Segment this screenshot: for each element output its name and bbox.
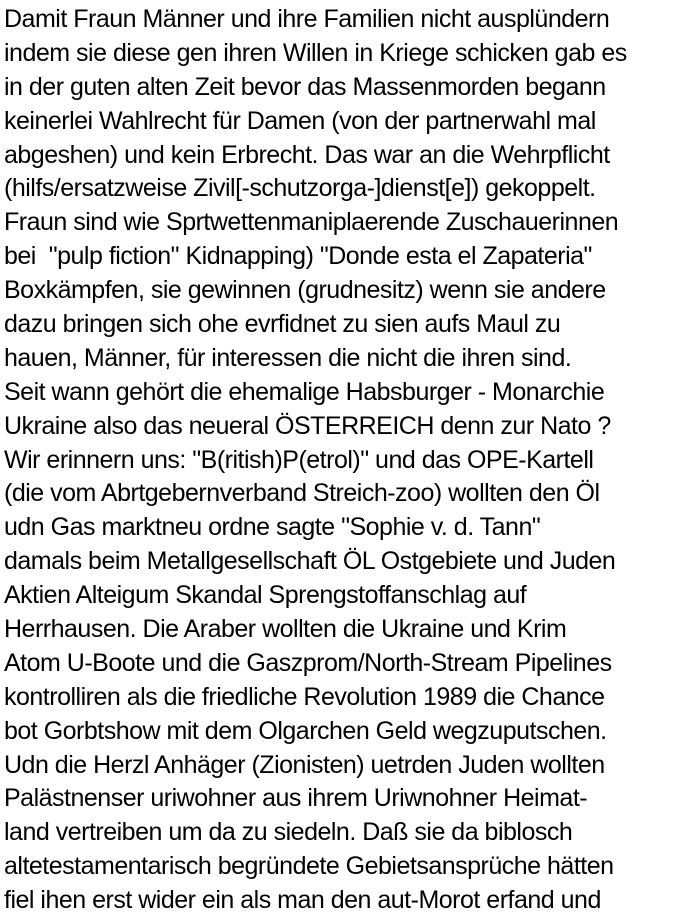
text-line: (die vom Abrtgebernverband Streich-zoo) wollten den Öl bbox=[4, 479, 600, 508]
text-line: (hilfs/ersatzweise Zivil[-schutzorga-]dienst[e]) gekoppelt. bbox=[4, 174, 596, 203]
text-line: Ukraine also das neueral ÖSTERREICH denn zur Nato ? bbox=[4, 411, 611, 440]
text-block bbox=[4, 3, 684, 918]
text-line: in der guten alten Zeit bevor das Massenmorden begann bbox=[4, 72, 606, 101]
text-line: land vertreiben um da zu siedeln. Daß sie da biblosch bbox=[4, 818, 573, 847]
text-line: altetestamentarisch begründete Gebietsansprüche hätten bbox=[4, 852, 614, 881]
text-line: Wir erinnern uns: "B(ritish)P(etrol)" und das OPE-Kartell bbox=[4, 445, 594, 474]
text-line: indem sie diese gen ihren Willen in Kriege schicken gab es bbox=[4, 38, 627, 67]
text-line: abgeshen) und kein Erbrecht. Das war an die Wehrpflicht bbox=[4, 140, 610, 169]
text-line: Atom U-Boote und die Gaszprom/North-Stream Pipelines bbox=[4, 648, 612, 677]
text-line: hauen, Männer, für interessen die nicht die ihren sind. bbox=[4, 343, 572, 372]
text-line: udn Gas marktneu ordne sagte "Sophie v. d. Tann" bbox=[4, 513, 541, 542]
text-line: dazu bringen sich ohe evrfidnet zu sien aufs Maul zu bbox=[4, 310, 561, 339]
text-line: bot Gorbtshow mit dem Olgarchen Geld wegzuputschen. bbox=[4, 716, 607, 745]
text-line: Damit Fraun Männer und ihre Familien nicht ausplündern bbox=[4, 5, 610, 33]
text-line: Udn die Herzl Anhäger (Zionisten) uetrden Juden wollten bbox=[4, 750, 605, 779]
text-line: damals beim Metallgesellschaft ÖL Ostgebiete und Juden bbox=[4, 547, 616, 576]
text-line: kontrolliren als die friedliche Revolution 1989 die Chance bbox=[4, 682, 605, 711]
text-line: Aktien Alteigum Skandal Sprengstoffanschlag auf bbox=[4, 581, 527, 610]
text-line: bei "pulp fiction" Kidnapping) "Donde esta el Zapateria" bbox=[4, 242, 592, 271]
text-line: fiel ihen erst wider ein als man den aut-Morot erfand und bbox=[4, 886, 601, 915]
text-line: keinerlei Wahlrecht für Damen (von der partnerwahl mal bbox=[4, 106, 596, 135]
text-line: Palästnenser uriwohner aus ihrem Uriwnohner Heimat- bbox=[4, 784, 588, 813]
text-line: Seit wann gehört die ehemalige Habsburger - Monarchie bbox=[4, 377, 605, 406]
text-line: Herrhausen. Die Araber wollten die Ukraine und Krim bbox=[4, 615, 567, 644]
text-line: Boxkämpfen, sie gewinnen (grudnesitz) wenn sie andere bbox=[4, 276, 606, 305]
text-line: Fraun sind wie Sprtwettenmaniplaerende Zuschauerinnen bbox=[4, 208, 619, 237]
